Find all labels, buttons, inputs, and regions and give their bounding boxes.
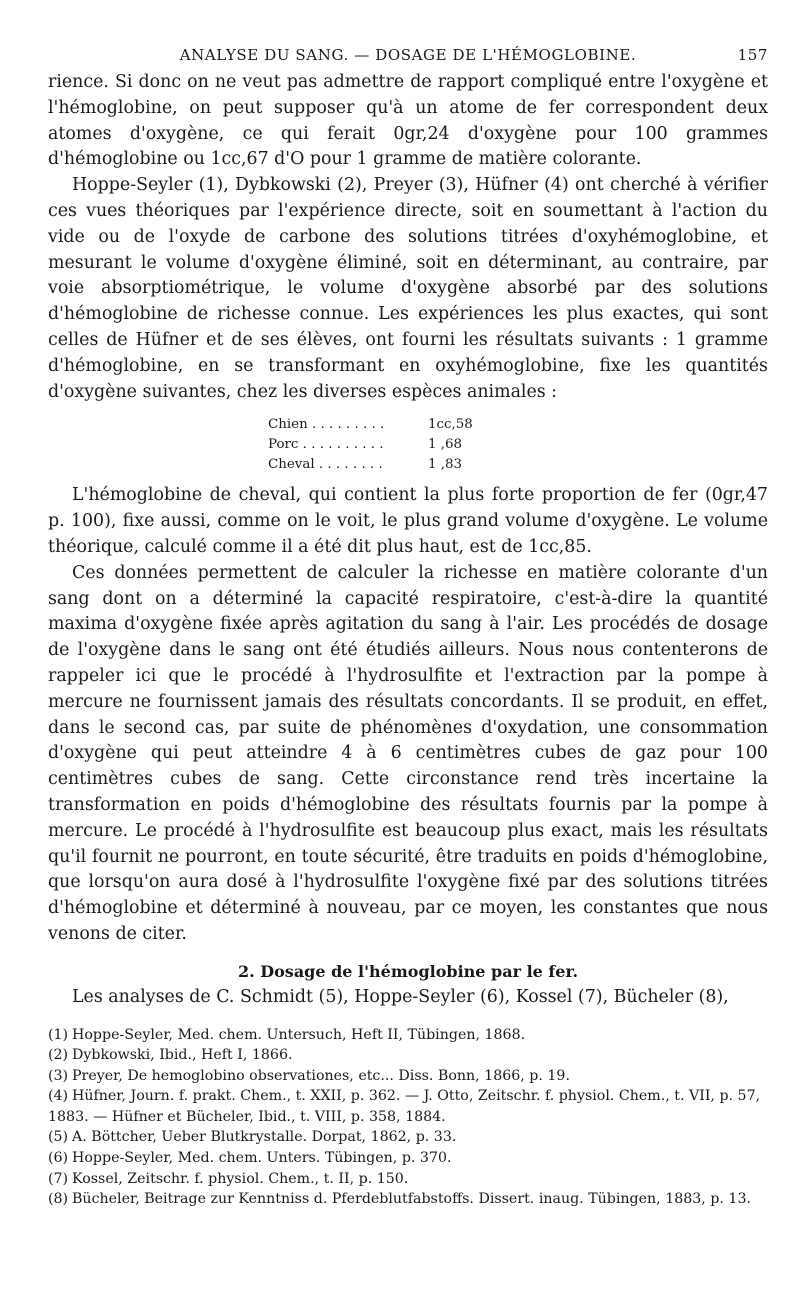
footnote: (4) Hüfner, Journ. f. prakt. Chem., t. XXII, p. 362. — J. Otto, Zeitschr. f. physiol. Chem., t. VII, p. 57, 1883. — Hüfner et Bücheler, Ibid., t. VIII, p. 358, 1884.: [48, 1088, 761, 1125]
running-title: ANALYSE DU SANG. — DOSAGE DE L'HÉMOGLOBINE.: [179, 46, 637, 64]
table-animal: Porc . . . . . . . . . .: [268, 437, 384, 453]
footnote: (6) Hoppe-Seyler, Med. chem. Unters. Tübingen, p. 370.: [48, 1150, 452, 1167]
footnote: (3) Preyer, De hemoglobino observationes, etc... Diss. Bonn, 1866, p. 19.: [48, 1067, 570, 1084]
table-row: [268, 415, 768, 435]
paragraph-5: Les analyses de C. Schmidt (5), Hoppe-Seyler (6), Kossel (7), Bücheler (8),: [72, 986, 729, 1007]
table-row: [268, 435, 768, 455]
paragraph-1: rience. Si donc on ne veut pas admettre de rapport compliqué entre l'oxygène et l'hémoglobine, on peut supposer qu'à un atome de fer correspondent deux atomes d'oxygène, ce qui ferait 0gr,24 d'oxygène pour 100 grammes d'hémoglobine ou 1cc,67 d'O pour 1 gramme de matière colorante.: [48, 72, 768, 170]
table-value: 1cc,58: [428, 417, 473, 433]
paragraph-2: Hoppe-Seyler (1), Dybkowski (2), Preyer (3), Hüfner (4) ont cherché à vérifier ces vues théoriques par l'expérience directe, soit en soumettant à l'action du vide ou de l'oxyde de carbone des solutions titrées d'oxyhémoglobine, et mesurant le volume d'oxygène éliminé, soit en déterminant, au contraire, par voie absorptiométrique, le volume d'oxygène absorbé par des solutions d'hémoglobine de richesse connue. Les expériences les plus exactes, qui sont celles de Hüfner et de ses élèves, ont fourni les résultats suivants : 1 gramme d'hémoglobine, en se transformant en oxyhémoglobine, fixe les quantités d'oxygène suivantes, chez les diverses espèces animales :: [48, 175, 768, 402]
table-value: 1 ,68: [428, 437, 463, 453]
table-animal: Chien . . . . . . . . .: [268, 417, 385, 433]
footnote: (1) Hoppe-Seyler, Med. chem. Untersuch, Heft II, Tübingen, 1868.: [48, 1026, 526, 1043]
running-header: [48, 30, 768, 70]
page-number: 157: [737, 46, 768, 64]
table-row: [268, 455, 768, 475]
section-title: 2. Dosage de l'hémoglobine par le fer.: [237, 961, 579, 981]
footnote: (2) Dybkowski, Ibid., Heft I, 1866.: [48, 1047, 293, 1064]
footnote: (7) Kossel, Zeitschr. f. physiol. Chem., t. II, p. 150.: [48, 1170, 409, 1187]
paragraph-4: Ces données permettent de calculer la richesse en matière colorante d'un sang dont on a déterminé la capacité respiratoire, c'est-à-dire la quantité maxima d'oxygène fixée après agitation du sang à l'air. Les procédés de dosage de l'oxygène dans le sang ont été étudiés ailleurs. Nous nous contenterons de rappeler ici que le procédé à l'hydrosulfite et l'extraction par la pompe à mercure ne fournissent jamais des résultats concordants. Il se produit, en effet, dans le second cas, par suite de phénomènes d'oxydation, une consommation d'oxygène qui peut atteindre 4 à 6 centimètres cubes de gaz pour 100 centimètres cubes de sang. Cette circonstance rend très incertaine la transformation en poids d'hémoglobine des résultats fournis par la pompe à mercure. Le procédé à l'hydrosulfite est beaucoup plus exact, mais les résultats qu'il fournit ne pourront, en toute sécurité, être traduits en poids d'hémoglobine, que lorsqu'on aura dosé à l'hydrosulfite l'oxygène fixé par des solutions titrées d'hémoglobine et déterminé à nouveau, par ce moyen, les constantes que nous venons de citer.: [48, 562, 768, 944]
table-value: 1 ,83: [428, 457, 463, 473]
oxygen-table: [268, 415, 768, 475]
footnote: (8) Bücheler, Beitrage zur Kenntniss d. Pferdeblutfabstoffs. Dissert. inaug. Tübingen, 1883, p. 13.: [48, 1191, 751, 1208]
book-page: [48, 30, 768, 1210]
footnotes: [48, 1025, 768, 1210]
footnote: (5) A. Böttcher, Ueber Blutkrystalle. Dorpat, 1862, p. 33.: [48, 1129, 457, 1146]
table-animal: Cheval . . . . . . . .: [268, 457, 383, 473]
paragraph-3: L'hémoglobine de cheval, qui contient la plus forte proportion de fer (0gr,47 p. 100), fixe aussi, comme on le voit, le plus grand volume d'oxygène. Le volume théorique, calculé comme il a été dit plus haut, est de 1cc,85.: [48, 485, 768, 557]
